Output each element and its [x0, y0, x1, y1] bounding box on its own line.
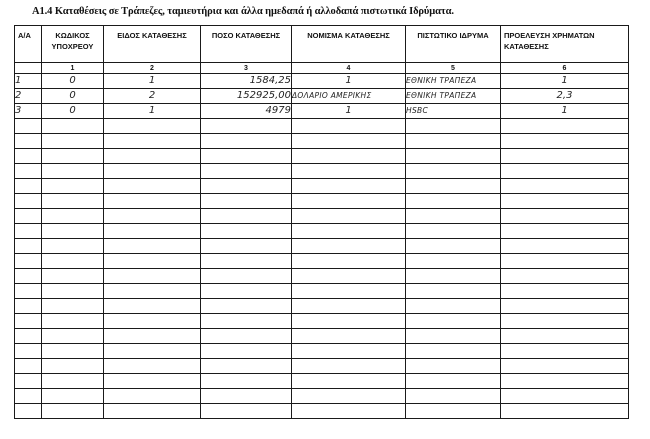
empty-cell	[104, 119, 201, 134]
empty-cell	[15, 329, 42, 344]
cell-type-text: 1	[148, 105, 156, 116]
empty-cell	[104, 329, 201, 344]
cell-amount	[201, 89, 292, 104]
header-institution: ΠΙΣΤΩΤΙΚΟ ΙΔΡΥΜΑ	[406, 26, 501, 63]
empty-cell	[406, 179, 501, 194]
header-origin: ΠΡΟΕΛΕΥΣΗ ΧΡΗΜΑΤΩΝ ΚΑΤΑΘΕΣΗΣ	[501, 26, 629, 63]
empty-cell	[292, 374, 406, 389]
empty-cell	[42, 314, 104, 329]
empty-cell	[406, 314, 501, 329]
cell-type	[104, 89, 201, 104]
empty-cell	[42, 134, 104, 149]
empty-cell	[501, 374, 629, 389]
cell-currency	[292, 74, 406, 89]
header-row	[15, 26, 629, 63]
empty-cell	[501, 404, 629, 419]
deposits-table	[14, 25, 629, 419]
empty-cell	[42, 179, 104, 194]
empty-cell	[292, 179, 406, 194]
cell-institution-text: ΕΘΝΙΚΗ ΤΡΑΠΕΖΑ	[406, 76, 477, 85]
empty-cell	[15, 194, 42, 209]
empty-cell	[104, 209, 201, 224]
empty-cell	[201, 254, 292, 269]
empty-cell	[406, 119, 501, 134]
empty-cell	[501, 239, 629, 254]
empty-cell	[501, 389, 629, 404]
empty-cell	[15, 119, 42, 134]
empty-cell	[201, 404, 292, 419]
table-body	[15, 74, 629, 419]
empty-cell	[42, 359, 104, 374]
cell-currency-text: 1	[345, 75, 352, 86]
empty-row	[15, 134, 629, 149]
empty-cell	[15, 404, 42, 419]
empty-cell	[292, 389, 406, 404]
empty-cell	[104, 374, 201, 389]
empty-row	[15, 329, 629, 344]
empty-cell	[201, 374, 292, 389]
cell-type	[104, 74, 201, 89]
empty-cell	[292, 239, 406, 254]
empty-cell	[104, 149, 201, 164]
empty-cell	[42, 299, 104, 314]
cell-code	[42, 89, 104, 104]
empty-cell	[201, 179, 292, 194]
empty-row	[15, 374, 629, 389]
cell-type	[104, 104, 201, 119]
empty-cell	[201, 359, 292, 374]
empty-cell	[15, 209, 42, 224]
table-row	[15, 89, 629, 104]
empty-cell	[104, 314, 201, 329]
empty-row	[15, 284, 629, 299]
empty-cell	[201, 239, 292, 254]
cell-code-text: 0	[69, 90, 76, 101]
empty-cell	[292, 149, 406, 164]
column-number: 5	[406, 63, 501, 74]
cell-institution	[406, 74, 501, 89]
cell-code-text: 0	[69, 75, 76, 86]
empty-cell	[42, 149, 104, 164]
empty-cell	[292, 134, 406, 149]
cell-amount	[201, 104, 292, 119]
empty-cell	[292, 404, 406, 419]
cell-origin-text: 1	[561, 75, 568, 86]
header-currency: ΝΟΜΙΣΜΑ ΚΑΤΑΘΕΣΗΣ	[292, 26, 406, 63]
empty-cell	[42, 119, 104, 134]
column-number: 1	[42, 63, 104, 74]
empty-cell	[501, 209, 629, 224]
empty-row	[15, 209, 629, 224]
column-number	[15, 63, 42, 74]
cell-amount-text: 4979	[265, 105, 291, 116]
column-number-row	[15, 63, 629, 74]
empty-cell	[406, 269, 501, 284]
cell-currency	[292, 89, 406, 104]
empty-cell	[201, 284, 292, 299]
empty-cell	[15, 344, 42, 359]
cell-type-text: 1	[148, 75, 156, 86]
empty-cell	[201, 344, 292, 359]
cell-aa	[15, 104, 42, 119]
empty-cell	[292, 254, 406, 269]
empty-cell	[406, 239, 501, 254]
empty-cell	[42, 194, 104, 209]
empty-cell	[42, 164, 104, 179]
empty-cell	[15, 239, 42, 254]
empty-row	[15, 344, 629, 359]
empty-cell	[292, 164, 406, 179]
empty-row	[15, 314, 629, 329]
cell-origin	[501, 74, 629, 89]
table-row	[15, 104, 629, 119]
empty-row	[15, 404, 629, 419]
cell-aa-text: 1	[15, 75, 22, 86]
empty-cell	[15, 299, 42, 314]
empty-cell	[406, 329, 501, 344]
empty-cell	[406, 164, 501, 179]
empty-cell	[42, 344, 104, 359]
empty-cell	[15, 359, 42, 374]
empty-cell	[201, 134, 292, 149]
empty-cell	[104, 164, 201, 179]
empty-cell	[42, 254, 104, 269]
empty-cell	[201, 389, 292, 404]
empty-cell	[15, 389, 42, 404]
column-number: 3	[201, 63, 292, 74]
empty-cell	[292, 284, 406, 299]
empty-cell	[104, 284, 201, 299]
empty-cell	[201, 224, 292, 239]
table-row	[15, 74, 629, 89]
empty-cell	[15, 149, 42, 164]
header-amount: ΠΟΣΟ ΚΑΤΑΘΕΣΗΣ	[201, 26, 292, 63]
empty-cell	[406, 209, 501, 224]
empty-cell	[15, 164, 42, 179]
empty-cell	[501, 224, 629, 239]
empty-cell	[104, 344, 201, 359]
empty-cell	[42, 224, 104, 239]
empty-cell	[406, 149, 501, 164]
empty-cell	[292, 224, 406, 239]
empty-cell	[292, 194, 406, 209]
empty-cell	[292, 314, 406, 329]
header-type: ΕΙΔΟΣ ΚΑΤΑΘΕΣΗΣ	[104, 26, 201, 63]
empty-row	[15, 359, 629, 374]
empty-cell	[42, 284, 104, 299]
empty-cell	[501, 119, 629, 134]
empty-cell	[501, 254, 629, 269]
empty-row	[15, 179, 629, 194]
empty-cell	[42, 389, 104, 404]
empty-cell	[406, 374, 501, 389]
empty-cell	[501, 329, 629, 344]
empty-cell	[201, 149, 292, 164]
empty-cell	[104, 224, 201, 239]
empty-cell	[42, 404, 104, 419]
empty-cell	[501, 194, 629, 209]
empty-cell	[104, 134, 201, 149]
empty-row	[15, 239, 629, 254]
empty-cell	[104, 269, 201, 284]
empty-row	[15, 149, 629, 164]
empty-cell	[201, 164, 292, 179]
column-number: 2	[104, 63, 201, 74]
empty-cell	[501, 299, 629, 314]
column-number: 4	[292, 63, 406, 74]
empty-cell	[292, 344, 406, 359]
empty-cell	[292, 299, 406, 314]
empty-cell	[104, 299, 201, 314]
cell-code	[42, 74, 104, 89]
cell-institution	[406, 89, 501, 104]
cell-institution	[406, 104, 501, 119]
cell-code-text: 0	[69, 105, 76, 116]
empty-cell	[42, 209, 104, 224]
empty-cell	[501, 164, 629, 179]
empty-cell	[501, 344, 629, 359]
empty-cell	[42, 329, 104, 344]
empty-cell	[501, 269, 629, 284]
empty-cell	[15, 269, 42, 284]
cell-institution-text: ΕΘΝΙΚΗ ΤΡΑΠΕΖΑ	[406, 91, 477, 100]
empty-cell	[406, 344, 501, 359]
empty-cell	[15, 134, 42, 149]
empty-cell	[42, 269, 104, 284]
empty-cell	[501, 314, 629, 329]
empty-cell	[501, 359, 629, 374]
cell-amount	[201, 74, 292, 89]
empty-row	[15, 119, 629, 134]
empty-cell	[104, 404, 201, 419]
empty-cell	[201, 269, 292, 284]
page-title: A1.4 Καταθέσεις σε Τράπεζες, ταμιευτήρια και άλλα ημεδαπά ή αλλοδαπά πιστωτικά Ιδρύματα.	[32, 6, 454, 17]
empty-cell	[406, 299, 501, 314]
cell-aa	[15, 89, 42, 104]
cell-currency-text: ΔΟΛΑΡΙΟ ΑΜΕΡΙΚΗΣ	[292, 91, 372, 100]
empty-cell	[15, 284, 42, 299]
empty-cell	[406, 359, 501, 374]
empty-row	[15, 389, 629, 404]
empty-cell	[292, 359, 406, 374]
empty-row	[15, 269, 629, 284]
empty-cell	[15, 314, 42, 329]
empty-cell	[201, 299, 292, 314]
cell-origin	[501, 89, 629, 104]
empty-cell	[406, 389, 501, 404]
empty-row	[15, 164, 629, 179]
empty-cell	[292, 119, 406, 134]
empty-row	[15, 224, 629, 239]
empty-cell	[15, 254, 42, 269]
cell-type-text: 2	[148, 90, 156, 101]
empty-cell	[501, 179, 629, 194]
empty-cell	[406, 284, 501, 299]
empty-cell	[201, 209, 292, 224]
empty-cell	[201, 194, 292, 209]
cell-currency	[292, 104, 406, 119]
empty-cell	[201, 329, 292, 344]
cell-institution-text: HSBC	[406, 106, 428, 115]
empty-cell	[501, 149, 629, 164]
empty-cell	[201, 314, 292, 329]
empty-cell	[406, 194, 501, 209]
column-number: 6	[501, 63, 629, 74]
cell-amount-text: 1584,25	[249, 75, 291, 86]
empty-cell	[104, 254, 201, 269]
empty-cell	[104, 179, 201, 194]
empty-cell	[201, 119, 292, 134]
empty-row	[15, 254, 629, 269]
empty-cell	[406, 224, 501, 239]
cell-origin-text: 2,3	[556, 90, 573, 101]
empty-cell	[292, 209, 406, 224]
empty-cell	[406, 134, 501, 149]
empty-cell	[42, 374, 104, 389]
empty-cell	[15, 374, 42, 389]
empty-cell	[501, 284, 629, 299]
empty-cell	[42, 239, 104, 254]
empty-cell	[104, 194, 201, 209]
empty-cell	[501, 134, 629, 149]
header-code: ΚΩΔΙΚΟΣ ΥΠΟΧΡΕΟΥ	[42, 26, 104, 63]
empty-cell	[406, 404, 501, 419]
empty-cell	[406, 254, 501, 269]
empty-cell	[104, 239, 201, 254]
cell-amount-text: 152925,00	[236, 90, 291, 101]
empty-cell	[292, 329, 406, 344]
header-aa: Α/Α	[15, 26, 42, 63]
cell-currency-text: 1	[345, 105, 352, 116]
cell-code	[42, 104, 104, 119]
empty-cell	[15, 224, 42, 239]
cell-aa	[15, 74, 42, 89]
empty-cell	[104, 359, 201, 374]
empty-row	[15, 299, 629, 314]
cell-aa-text: 3	[15, 105, 22, 116]
cell-origin	[501, 104, 629, 119]
cell-aa-text: 2	[15, 90, 22, 101]
cell-origin-text: 1	[561, 105, 568, 116]
empty-row	[15, 194, 629, 209]
empty-cell	[15, 179, 42, 194]
empty-cell	[104, 389, 201, 404]
empty-cell	[292, 269, 406, 284]
